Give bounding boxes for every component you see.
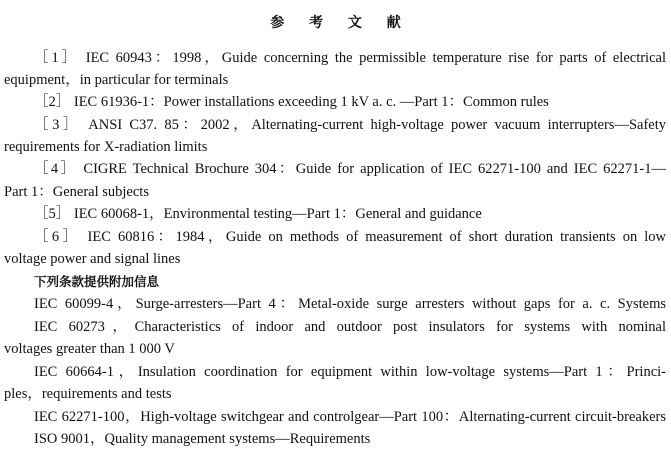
reference-2-line-1: ［2］ IEC 61936-1：Power installations exceeding 1 kV a. c. —Part 1：Common rules <box>34 94 549 110</box>
reference-5-line-1: ［5］ IEC 60068-1，Environmental testing—Part 1：General and guidance <box>34 206 482 222</box>
reference-1-line-1: ［1］ IEC 60943：1998，Guide concerning the permissible temperature rise for parts of electrical <box>34 50 666 66</box>
reference-3-line-2: requirements for X-radiation limits <box>4 139 208 155</box>
reference-1-line-2: equipment，in particular for terminals <box>4 72 229 88</box>
reference-4-line-1: ［4］ CIGRE Technical Brochure 304：Guide for application of IEC 62271-100 and IEC 62271-1— <box>34 161 666 177</box>
additional-item-4-line-1: IEC 62271-100，High-voltage switchgear and controlgear—Part 100：Alternating-current circuit-breakers <box>34 409 666 425</box>
additional-item-3-line-2: ples，requirements and tests <box>4 386 172 402</box>
page-title: 参 考 文 献 <box>270 15 411 31</box>
additional-item-1-line-1: IEC 60099-4，Surge-arresters—Part 4：Metal-oxide surge arresters without gaps for a. c. Systems <box>34 296 666 312</box>
additional-item-2-line-1: IEC 60273，Characteristics of indoor and outdoor post insulators for systems with nominal <box>34 319 666 335</box>
additional-item-2-line-2: voltages greater than 1 000 V <box>4 341 175 357</box>
additional-item-5-line-1: ISO 9001，Quality management systems—Requirements <box>34 431 371 447</box>
reference-3-line-1: ［3］ ANSI C37. 85：2002，Alternating-current high-voltage power vacuum interrupters—Safety <box>34 117 666 133</box>
reference-6-line-1: ［6］ IEC 60816：1984，Guide on methods of measurement of short duration transients on low <box>34 229 666 245</box>
reference-4-line-2: Part 1：General subjects <box>4 184 149 200</box>
reference-6-line-2: voltage power and signal lines <box>4 251 181 267</box>
additional-info-heading: 下列条款提供附加信息 <box>34 274 160 289</box>
additional-item-3-line-1: IEC 60664-1，Insulation coordination for equipment within low-voltage systems—Part 1：Princi- <box>34 364 666 380</box>
